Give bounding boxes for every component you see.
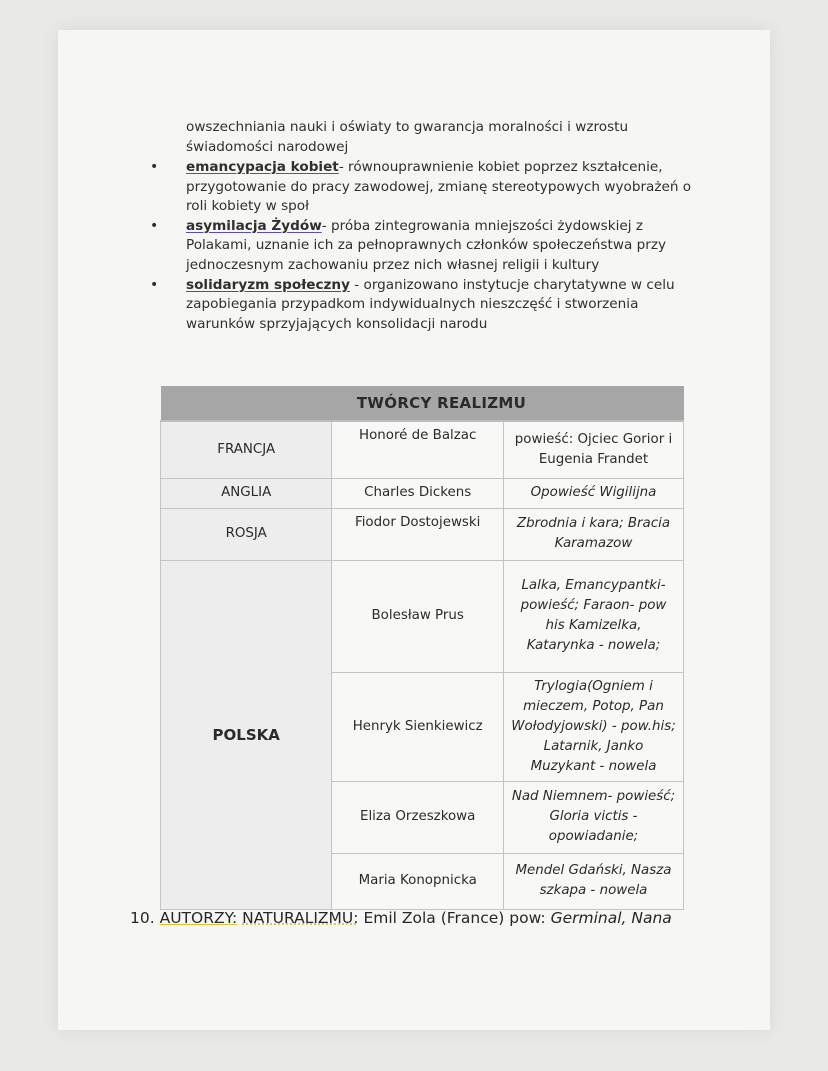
work-cell: Mendel Gdański, Nasza szkapa - nowela xyxy=(503,853,683,909)
author-cell: Henryk Sienkiewicz xyxy=(332,672,504,781)
bullet-icon: • xyxy=(150,276,159,293)
realism-table xyxy=(160,386,684,910)
bullet-icon: • xyxy=(150,217,159,234)
author-cell: Charles Dickens xyxy=(332,478,504,508)
author-cell: Honoré de Balzac xyxy=(332,421,504,478)
footer-works: Germinal, Nana xyxy=(550,909,672,927)
footer-number: 10. xyxy=(130,909,155,927)
intro-paragraph: owszechniania nauki i oświaty to gwarancja moralności i wzrostu świadomości narodowej xyxy=(186,119,629,155)
list-item xyxy=(150,158,696,217)
country-cell: FRANCJA xyxy=(161,421,332,478)
bullet-term: emancypacja kobiet xyxy=(186,159,339,175)
bullet-text: - próba zintegrowania mniejszości żydowskiej z Polakami, uznanie ich za pełnoprawnych członków społeczeństwa przy jednoczesnym zachowaniu przez nich własnej religii i kultury xyxy=(186,217,667,273)
table-row xyxy=(161,421,684,478)
bullet-text: - organizowano instytucje charytatywne w celu zapobiegania przypadkom indywidualnych nieszczęść i stworzenia warunków sprzyjających konsolidacji narodu xyxy=(186,276,675,332)
bullet-icon: • xyxy=(150,159,159,175)
work-cell: Opowieść Wigilijna xyxy=(503,478,683,508)
country-cell: ANGLIA xyxy=(161,478,332,508)
table-row xyxy=(161,508,684,560)
footer-line xyxy=(130,909,690,927)
table-title: TWÓRCY REALIZMU xyxy=(161,386,684,421)
table-row xyxy=(161,560,684,672)
list-item xyxy=(150,217,696,276)
author-cell: Maria Konopnicka xyxy=(332,853,504,909)
work-cell: Trylogia(Ogniem i mieczem, Potop, Pan Wołodyjowski) - pow.his; Latarnik, Janko Muzykant - nowela xyxy=(503,672,683,781)
author-cell: Fiodor Dostojewski xyxy=(332,508,504,560)
list-item xyxy=(150,276,696,335)
work-cell: Nad Niemnem- powieść; Gloria victis - opowiadanie; xyxy=(503,781,683,853)
country-cell: ROSJA xyxy=(161,508,332,560)
author-cell: Bolesław Prus xyxy=(332,560,504,672)
footer-label-naturalism: NATURALIZMU: xyxy=(242,909,359,927)
author-cell: Eliza Orzeszkowa xyxy=(332,781,504,853)
work-cell xyxy=(503,421,683,478)
bullet-term: solidaryzm społeczny xyxy=(186,276,350,293)
bullet-term: asymilacja Żydów xyxy=(186,217,322,234)
bullet-list xyxy=(150,158,696,334)
footer-text: Emil Zola (France) pow: xyxy=(363,909,546,927)
work-cell: Lalka, Emancypantki- powieść; Faraon- pow his Kamizelka, Katarynka - nowela; xyxy=(503,560,683,672)
footer-label-authors: AUTORZY: xyxy=(159,909,238,927)
country-cell: POLSKA xyxy=(161,560,332,909)
table-row xyxy=(161,478,684,508)
work-cell: Zbrodnia i kara; Bracia Karamazow xyxy=(503,508,683,560)
bullet-text: - równouprawnienie kobiet poprzez kształcenie, przygotowanie do pracy zawodowej, zmianę stereotypowych wyobrażeń o roli kobiety w społ xyxy=(186,159,692,215)
work-text: powieść: Ojciec Gorior i Eugenia Frandet xyxy=(514,431,673,467)
